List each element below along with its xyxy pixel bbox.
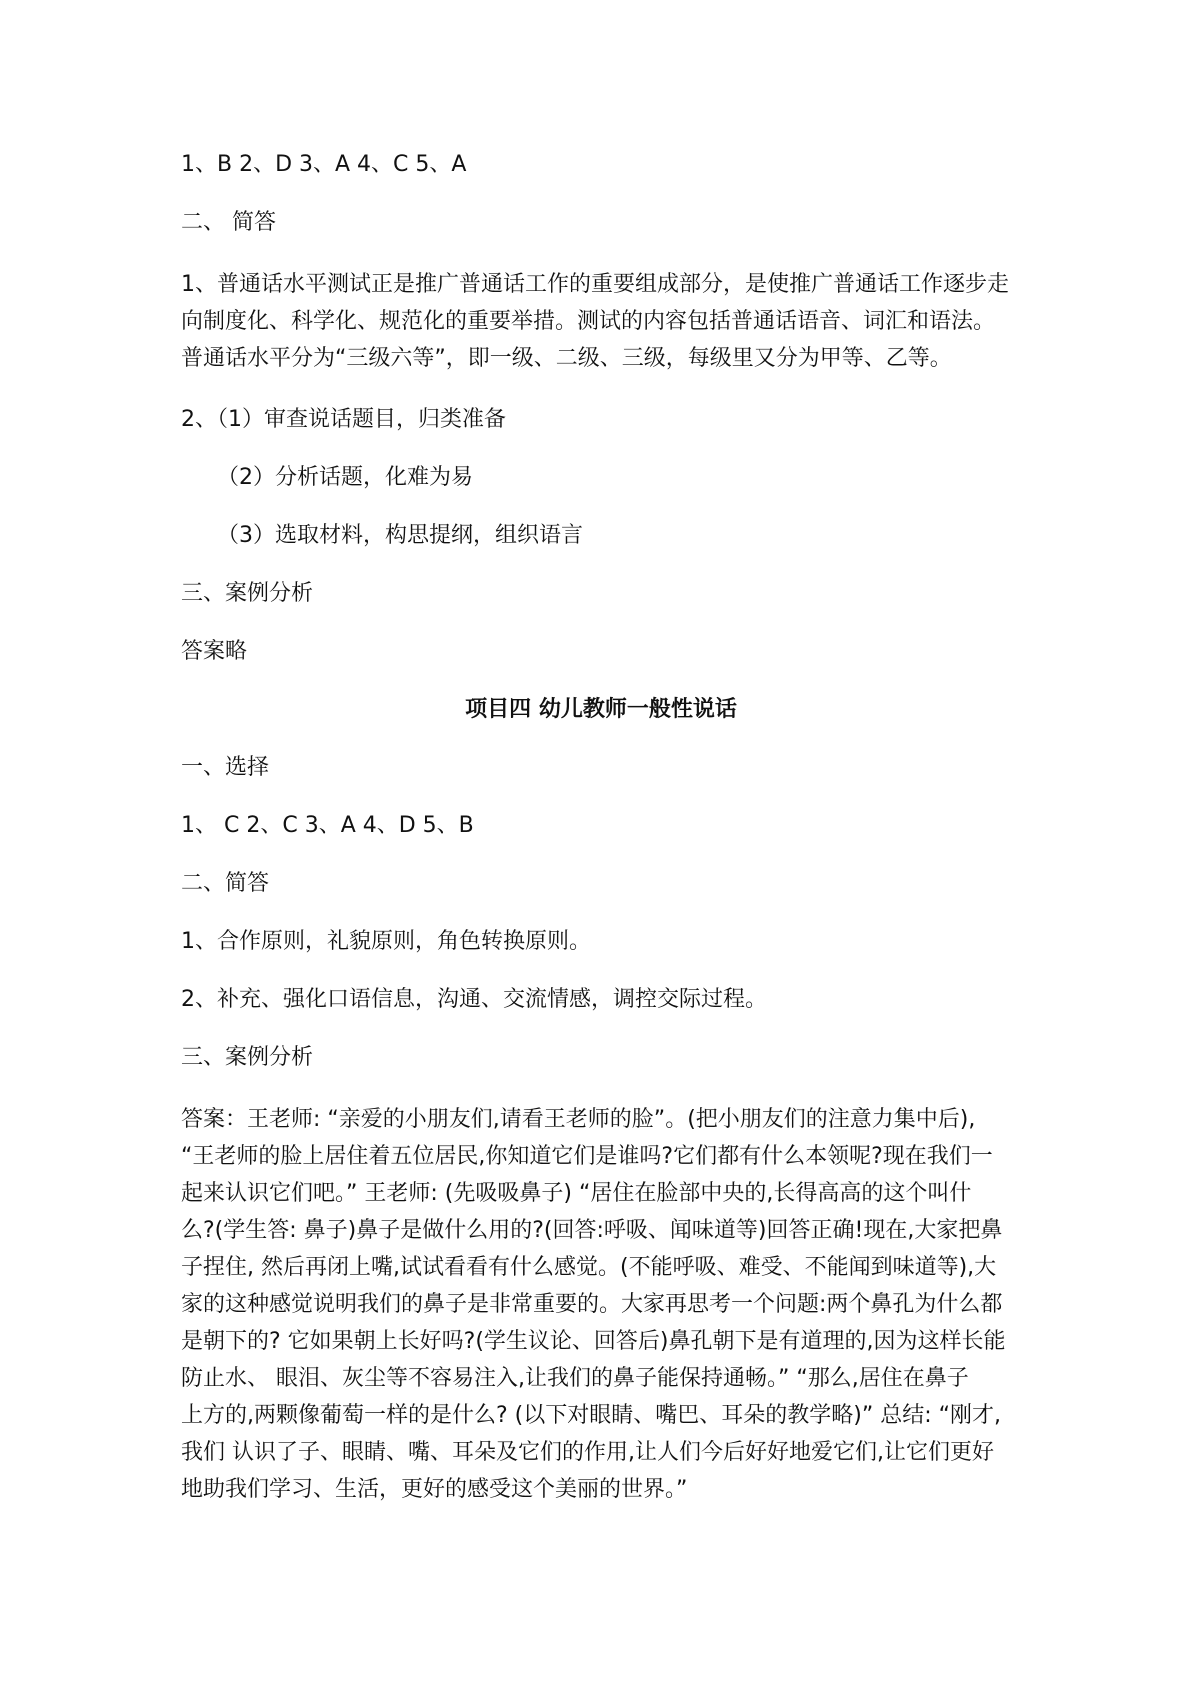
- paragraph-line: 起来认识它们吧。” 王老师: (先吸吸鼻子) “居住在脸部中央的,长得高高的这个叫什: [181, 1181, 972, 1206]
- short-answer-q2-step: 2、（1）审查说话题目，归类准备: [181, 407, 506, 432]
- document-page: [181, 150, 1021, 1536]
- short-answer-q1: 1、合作原则，礼貌原则，角色转换原则。: [181, 929, 591, 954]
- case-answer-paragraph: [181, 1101, 1021, 1508]
- short-answer-heading: 二、简答: [181, 871, 270, 896]
- case-analysis-heading: 三、案例分析: [181, 581, 314, 606]
- paragraph-line: 子捏住, 然后再闭上嘴,试试看看有什么感觉。(不能呼吸、难受、不能闻到味道等),大: [181, 1255, 997, 1280]
- choice-heading: 一、选择: [181, 755, 270, 780]
- choice-answers-line: 1、 C 2、C 3、A 4、D 5、B: [181, 813, 474, 838]
- paragraph-line: 普通话水平分为“三级六等”，即一级、二级、三级，每级里又分为甲等、乙等。: [181, 346, 952, 371]
- paragraph-line: 防止水、 眼泪、灰尘等不容易注入,让我们的鼻子能保持通畅。” “那么,居住在鼻子: [181, 1366, 969, 1391]
- case-answer: 答案略: [181, 639, 248, 664]
- short-answer-q2: 2、补充、强化口语信息，沟通、交流情感，调控交际过程。: [181, 987, 767, 1012]
- paragraph-line: 答案：王老师: “亲爱的小朋友们,请看王老师的脸”。(把小朋友们的注意力集中后),: [181, 1107, 976, 1132]
- paragraph-line: 向制度化、科学化、规范化的重要举措。测试的内容包括普通话语音、词汇和语法。: [181, 309, 996, 334]
- short-answer-q2-step: （3）选取材料，构思提纲，组织语言: [217, 523, 583, 548]
- paragraph-line: “王老师的脸上居住着五位居民,你知道它们是谁吗?它们都有什么本领呢?现在我们一: [181, 1144, 993, 1169]
- paragraph-line: 我们 认识了子、眼睛、嘴、耳朵及它们的作用,让人们今后好好地爱它们,让它们更好: [181, 1440, 994, 1465]
- short-answer-heading: 二、 简答: [181, 210, 276, 235]
- paragraph-line: 上方的,两颗像葡萄一样的是什么? (以下对眼睛、嘴巴、耳朵的教学略)” 总结: “刚才,: [181, 1403, 1002, 1428]
- paragraph-line: 1、普通话水平测试正是推广普通话工作的重要组成部分，是使推广普通话工作逐步走: [181, 272, 1009, 297]
- paragraph-line: 家的这种感觉说明我们的鼻子是非常重要的。大家再思考一个问题:两个鼻孔为什么都: [181, 1292, 1003, 1317]
- paragraph-line: 是朝下的? 它如果朝上长好吗?(学生议论、回答后)鼻孔朝下是有道理的,因为这样长能: [181, 1329, 1006, 1354]
- short-answer-q2-step: （2）分析话题，化难为易: [217, 465, 473, 490]
- short-answer-q1: [181, 266, 1021, 377]
- paragraph-line: 地助我们学习、生活，更好的感受这个美丽的世界。”: [181, 1477, 688, 1502]
- project-title: 项目四 幼儿教师一般性说话: [465, 697, 737, 722]
- case-analysis-heading: 三、案例分析: [181, 1045, 314, 1070]
- choice-answers-line: 1、B 2、D 3、A 4、C 5、A: [181, 152, 467, 177]
- paragraph-line: 么?(学生答: 鼻子)鼻子是做什么用的?(回答:呼吸、闻味道等)回答正确!现在,大家把鼻: [181, 1218, 1003, 1243]
